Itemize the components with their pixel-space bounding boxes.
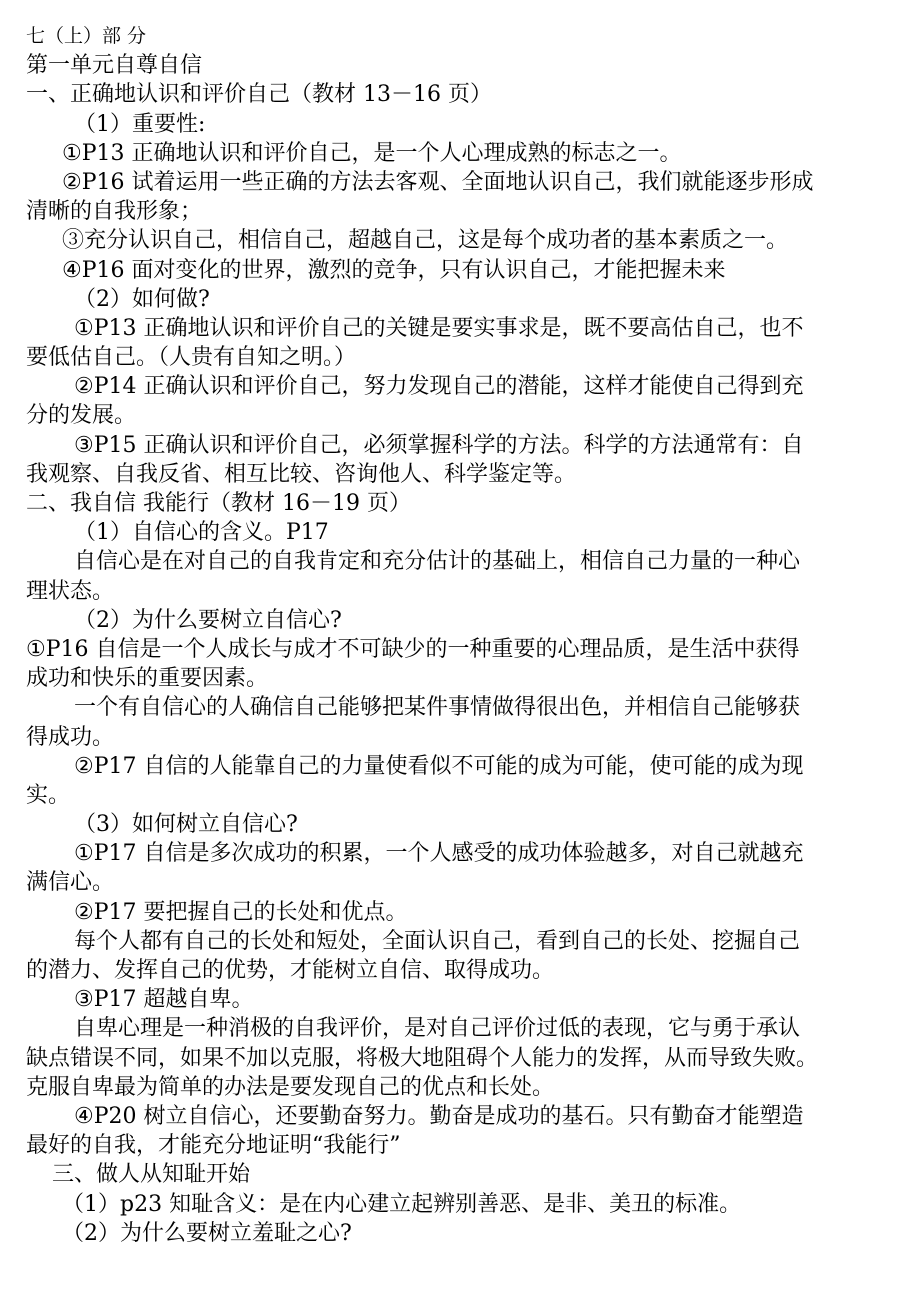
text-line: 最好的自我，才能充分地证明“我能行” [26,1133,401,1159]
text-line: ②P16 试着运用一些正确的方法去客观、全面地认识自己，我们就能逐步形成 [62,169,814,195]
text-line: 三、做人从知耻开始 [52,1162,251,1188]
text-line: ②P17 要把握自己的长处和优点。 [74,899,408,925]
text-line: 缺点错误不同，如果不加以克服，将极大地阻碍个人能力的发挥，从而导致失败。 [26,1045,819,1071]
text-line: 二、我自信 我能行（教材 16－19 页） [26,491,411,516]
text-line: 一个有自信心的人确信自己能够把某件事情做得很出色，并相信自己能够获 [74,695,801,721]
text-line: 得成功。 [26,724,115,750]
text-line: （1）p23 知耻含义：是在内心建立起辨别善恶、是非、美丑的标准。 [62,1191,742,1217]
text-line: 每个人都有自己的长处和短处，全面认识自己，看到自己的长处、挖掘自己 [74,928,801,954]
text-line: ②P14 正确认识和评价自己，努力发现自己的潜能，这样才能使自己得到充 [74,374,804,400]
text-line: （2）如何做? [74,286,210,312]
text-line: ②P17 自信的人能靠自己的力量使看似不可能的成为可能，使可能的成为现 [74,753,804,779]
text-line: ①P17 自信是多次成功的积累，一个人感受的成功体验越多，对自己就越充 [74,841,804,867]
text-line: 成功和快乐的重要因素。 [26,666,269,692]
text-line: ③P15 正确认识和评价自己，必须掌握科学的方法。科学的方法通常有：自 [74,432,804,458]
text-line: ③P17 超越自卑。 [74,987,254,1013]
text-line: 的潜力、发挥自己的优势，才能树立自信、取得成功。 [26,958,555,983]
unit-title: 第一单元自尊自信 [26,53,203,79]
text-line: 我观察、自我反省、相互比较、咨询他人、科学鉴定等。 [26,461,577,487]
text-line: ④P16 面对变化的世界，激烈的竞争，只有认识自己，才能把握未来 [62,257,726,283]
text-line: （2）为什么要树立羞耻之心? [62,1220,352,1246]
text-line: 克服自卑最为简单的办法是要发现自己的优点和长处。 [26,1074,555,1100]
text-line: 清晰的自我形象； [26,199,203,225]
text-line: （1）自信心的含义。P17 [74,520,329,546]
text-line: （3）如何树立自信心? [74,812,298,838]
text-line: ①P16 自信是一个人成长与成才不可缺少的一种重要的心理品质，是生活中获得 [26,636,800,662]
text-line: ③充分认识自己，相信自己，超越自己，这是每个成功者的基本素质之一。 [62,228,789,254]
text-line: ④P20 树立自信心，还要勤奋努力。勤奋是成功的基石。只有勤奋才能塑造 [74,1103,804,1129]
document-section-header: 七（上）部 分 [26,25,147,47]
text-line: ①P13 正确地认识和评价自己，是一个人心理成熟的标志之一。 [62,140,682,166]
text-line: ①P13 正确地认识和评价自己的关键是要实事求是，既不要高估自己，也不 [74,315,804,341]
text-line: 分的发展。 [26,403,137,429]
text-line: 理状态。 [26,578,115,604]
text-line: （1）重要性: [74,111,206,137]
section-heading: 一、正确地认识和评价自己（教材 13－16 页） [26,82,492,108]
text-line: 自信心是在对自己的自我肯定和充分估计的基础上，相信自己力量的一种心 [74,549,801,575]
text-line: 满信心。 [26,870,115,896]
text-line: 要低估自己。（人贵有自知之明。） [26,345,357,371]
text-line: （2）为什么要树立自信心? [74,607,342,633]
text-line: 自卑心理是一种消极的自我评价，是对自己评价过低的表现，它与勇于承认 [74,1016,801,1042]
text-line: 实。 [26,782,71,808]
